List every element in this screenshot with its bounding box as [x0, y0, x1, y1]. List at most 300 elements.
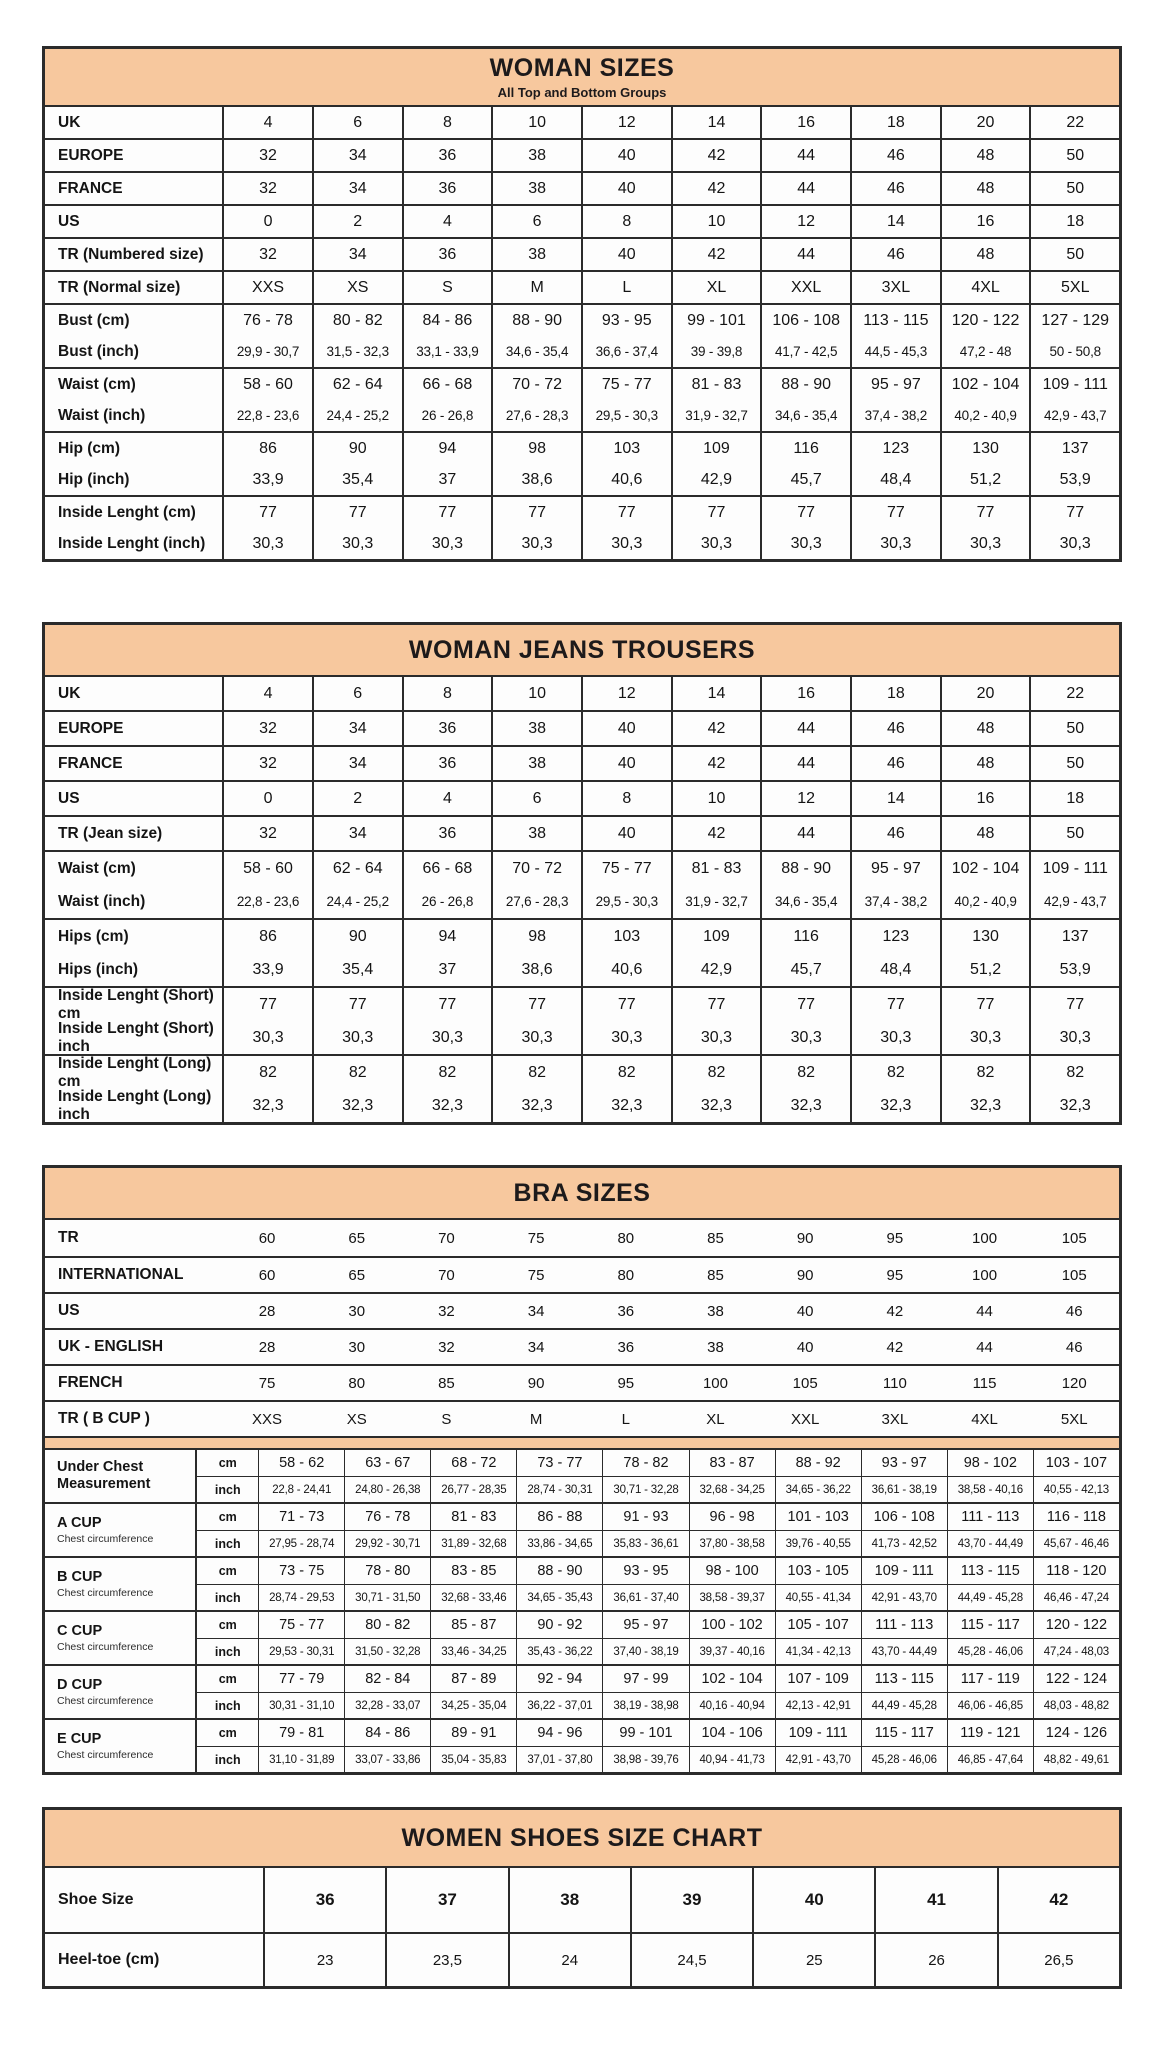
size-cell: 88 - 90: [516, 1558, 602, 1584]
row-label: INTERNATIONAL: [58, 1266, 184, 1283]
size-cell: 77: [491, 988, 581, 1021]
unit-label: cm: [195, 1612, 258, 1638]
size-cell: 4: [402, 782, 492, 815]
size-cell: 110: [882, 1374, 907, 1392]
size-cell: 25: [752, 1934, 874, 1986]
size-cell: 28: [258, 1302, 276, 1320]
size-cell: 33,07 - 33,86: [344, 1747, 430, 1772]
size-cell: 30,3: [581, 1021, 671, 1054]
size-cell: 18: [1029, 206, 1119, 237]
table-row: [45, 988, 1119, 1021]
size-cell: 33,9: [222, 464, 312, 495]
size-cell: 92 - 94: [516, 1666, 602, 1692]
cup-label-title: E CUP: [57, 1731, 102, 1748]
size-cell: 10: [491, 677, 581, 710]
size-cell: 31,89 - 32,68: [430, 1531, 516, 1556]
size-cell: 105: [1061, 1229, 1087, 1247]
size-cell: 30,3: [850, 1021, 940, 1054]
size-cell: 102 - 104: [940, 369, 1030, 400]
size-cell: 6: [491, 206, 581, 237]
size-cell: 30,71 - 31,50: [344, 1585, 430, 1610]
table-subtitle: All Top and Bottom Groups: [497, 85, 667, 100]
size-cell: 36: [617, 1302, 635, 1320]
size-cell: 113 - 115: [861, 1666, 947, 1692]
table-row: [45, 433, 1119, 464]
size-cell: 32,3: [760, 1089, 850, 1122]
size-cell: 66 - 68: [402, 369, 492, 400]
size-cell: 28: [258, 1338, 276, 1356]
size-cell: 83 - 85: [430, 1558, 516, 1584]
size-cell: 50: [1029, 817, 1119, 850]
size-cell: 45,28 - 46,06: [947, 1639, 1033, 1664]
size-cell: 34,6 - 35,4: [760, 400, 850, 431]
size-cell: 32: [222, 140, 312, 171]
size-cell: 47,24 - 48,03: [1033, 1639, 1119, 1664]
size-cell: 6: [312, 677, 402, 710]
size-cell: 4: [222, 107, 312, 138]
size-cell: 46,46 - 47,24: [1033, 1585, 1119, 1610]
row-group: [45, 745, 1119, 780]
cup-rows: [195, 1720, 1119, 1772]
size-cell: 10: [671, 206, 761, 237]
size-cell: 77: [671, 497, 761, 528]
size-cell: L: [621, 1410, 630, 1428]
size-cell: 45,7: [760, 464, 850, 495]
size-cell: 63 - 67: [344, 1450, 430, 1476]
cup-label: [45, 1450, 195, 1502]
size-cell: 34,65 - 35,43: [516, 1585, 602, 1610]
size-cell: 77: [760, 988, 850, 1021]
size-cell: 44: [760, 173, 850, 204]
size-cell: 102 - 104: [689, 1666, 775, 1692]
size-cell: 36: [402, 747, 492, 780]
size-cell: 78 - 80: [344, 1558, 430, 1584]
size-cell: 34: [527, 1338, 545, 1356]
size-cell: 38: [491, 140, 581, 171]
size-cell: 40,2 - 40,9: [940, 400, 1030, 431]
row-label: Bust (inch): [58, 342, 139, 360]
size-cell: 76 - 78: [222, 305, 312, 336]
table-row: [45, 1400, 1119, 1436]
size-cell: 30,31 - 31,10: [258, 1693, 344, 1718]
cup-label: [45, 1666, 195, 1718]
size-cell: 81 - 83: [671, 369, 761, 400]
size-cell: 77: [222, 988, 312, 1021]
size-cell: 111 - 113: [947, 1504, 1033, 1530]
size-cell: 73 - 77: [516, 1450, 602, 1476]
row-label: UK: [58, 684, 81, 702]
size-cell: 2: [312, 206, 402, 237]
size-cell: 29,5 - 30,3: [581, 885, 671, 918]
size-cell: 18: [850, 677, 940, 710]
table-row: [195, 1450, 1119, 1476]
size-cell: 82: [581, 1056, 671, 1089]
size-cell: 30,3: [491, 1021, 581, 1054]
size-cell: 82: [671, 1056, 761, 1089]
size-cell: 36: [617, 1338, 635, 1356]
size-cell: 32,3: [940, 1089, 1030, 1122]
size-cell: 23: [263, 1934, 385, 1986]
size-cell: 80: [617, 1229, 635, 1247]
size-cell: 36,22 - 37,01: [516, 1693, 602, 1718]
size-cell: 32,3: [312, 1089, 402, 1122]
size-cell: 36: [402, 239, 492, 270]
size-cell: 83 - 87: [689, 1450, 775, 1476]
table-row: [195, 1476, 1119, 1502]
size-cell: 99 - 101: [671, 305, 761, 336]
table-row: [45, 885, 1119, 918]
size-cell: 42,9 - 43,7: [1029, 400, 1119, 431]
size-cell: 95 - 97: [602, 1612, 688, 1638]
row-group: [45, 204, 1119, 237]
size-cell: 106 - 108: [861, 1504, 947, 1530]
size-cell: XS: [312, 272, 402, 303]
size-cell: 27,6 - 28,3: [491, 400, 581, 431]
size-cell: 97 - 99: [602, 1666, 688, 1692]
size-cell: 30,3: [1029, 1021, 1119, 1054]
cup-row-group: [45, 1556, 1119, 1610]
size-cell: 113 - 115: [850, 305, 940, 336]
size-cell: 38,58 - 40,16: [947, 1477, 1033, 1502]
size-cell: 30,3: [850, 528, 940, 559]
size-cell: 45,7: [760, 953, 850, 986]
size-cell: 37,40 - 38,19: [602, 1639, 688, 1664]
size-cell: 10: [671, 782, 761, 815]
table-header-band: [45, 625, 1119, 677]
size-cell: 30,3: [581, 528, 671, 559]
size-cell: 103: [581, 433, 671, 464]
size-cell: 38,19 - 38,98: [602, 1693, 688, 1718]
size-cell: 44,5 - 45,3: [850, 336, 940, 367]
size-cell: 77: [312, 497, 402, 528]
size-cell: 77: [402, 988, 492, 1021]
cup-label: [45, 1720, 195, 1772]
size-cell: 4: [402, 206, 492, 237]
row-group: [45, 138, 1119, 171]
table-row: [45, 369, 1119, 400]
size-cell: 30,3: [402, 1021, 492, 1054]
cup-row-group: [45, 1502, 1119, 1556]
size-cell: 28,74 - 30,31: [516, 1477, 602, 1502]
cup-label-subtitle: Chest circumference: [57, 1748, 154, 1761]
size-cell: 37,80 - 38,58: [689, 1531, 775, 1556]
unit-label: cm: [195, 1450, 258, 1476]
size-cell: 30,3: [402, 528, 492, 559]
size-cell: 31,5 - 32,3: [312, 336, 402, 367]
size-cell: 30,3: [312, 528, 402, 559]
table-row: [45, 1328, 1119, 1364]
cup-label-title: A CUP: [57, 1515, 102, 1532]
size-cell: 30,3: [671, 528, 761, 559]
size-cell: 46: [1065, 1302, 1083, 1320]
size-cell: 42,9: [671, 464, 761, 495]
size-cell: 40: [796, 1302, 814, 1320]
cup-label-title: Under Chest Measurement: [57, 1459, 151, 1492]
size-cell: 5XL: [1060, 1410, 1088, 1428]
size-cell: 103: [581, 920, 671, 953]
size-cell: 4XL: [971, 1410, 998, 1428]
size-cell: 32,3: [222, 1089, 312, 1122]
row-label: Inside Lenght (Long) inch: [58, 1087, 212, 1123]
table-body: [45, 1220, 1119, 1772]
row-label: Shoe Size: [58, 1891, 134, 1908]
size-cell: 32,3: [671, 1089, 761, 1122]
size-cell: 30,3: [491, 528, 581, 559]
size-cell: 82: [1029, 1056, 1119, 1089]
size-cell: 119 - 121: [947, 1720, 1033, 1746]
size-cell: 60: [258, 1266, 276, 1284]
size-cell: 44: [760, 712, 850, 745]
size-cell: 109 - 111: [1029, 852, 1119, 885]
size-cell: 12: [760, 206, 850, 237]
size-cell: 41,34 - 42,13: [775, 1639, 861, 1664]
size-cell: 12: [581, 107, 671, 138]
unit-label: cm: [195, 1666, 258, 1692]
size-cell: 37,4 - 38,2: [850, 400, 940, 431]
size-cell: 102 - 104: [940, 852, 1030, 885]
size-cell: 53,9: [1029, 953, 1119, 986]
table-row: [45, 1056, 1119, 1089]
size-cell: 111 - 113: [861, 1612, 947, 1638]
size-cell: 80 - 82: [312, 305, 402, 336]
size-cell: 26,5: [997, 1934, 1119, 1986]
size-cell: 77: [581, 988, 671, 1021]
size-cell: 40: [581, 747, 671, 780]
row-group: [45, 495, 1119, 559]
size-cell: 23,5: [385, 1934, 507, 1986]
size-cell: XXS: [252, 1410, 283, 1428]
size-cell: XL: [706, 1410, 725, 1428]
size-cell: 73 - 75: [258, 1558, 344, 1584]
row-group: [45, 918, 1119, 986]
size-cell: 26 - 26,8: [402, 885, 492, 918]
size-cell: 36,61 - 38,19: [861, 1477, 947, 1502]
unit-label: cm: [195, 1558, 258, 1584]
size-cell: 29,53 - 30,31: [258, 1639, 344, 1664]
size-cell: 6: [491, 782, 581, 815]
size-cell: 77: [402, 497, 492, 528]
size-cell: 60: [258, 1229, 276, 1247]
size-cell: 38,6: [491, 464, 581, 495]
size-cell: 76 - 78: [344, 1504, 430, 1530]
size-cell: 48,4: [850, 953, 940, 986]
size-cell: 116: [760, 920, 850, 953]
size-cell: 105: [1061, 1266, 1087, 1284]
size-cell: 36: [263, 1868, 385, 1932]
size-cell: 46,06 - 46,85: [947, 1693, 1033, 1718]
cup-rows: [195, 1450, 1119, 1502]
size-cell: 82: [940, 1056, 1030, 1089]
table-row: [195, 1558, 1119, 1584]
size-cell: 30,3: [940, 528, 1030, 559]
size-cell: 41,7 - 42,5: [760, 336, 850, 367]
size-cell: 120 - 122: [1033, 1612, 1119, 1638]
size-cell: 50: [1029, 140, 1119, 171]
size-cell: 58 - 60: [222, 369, 312, 400]
size-cell: 127 - 129: [1029, 305, 1119, 336]
size-cell: 42: [886, 1302, 904, 1320]
size-cell: 32,3: [402, 1089, 492, 1122]
size-cell: 80: [617, 1266, 635, 1284]
size-cell: 93 - 95: [581, 305, 671, 336]
size-cell: 35,4: [312, 464, 402, 495]
size-cell: 75: [527, 1266, 545, 1284]
size-cell: 37: [385, 1868, 507, 1932]
size-cell: 70 - 72: [491, 852, 581, 885]
size-cell: 16: [940, 782, 1030, 815]
size-cell: 70: [438, 1229, 455, 1247]
size-cell: 42: [671, 173, 761, 204]
size-cell: 48,4: [850, 464, 940, 495]
size-cell: 10: [491, 107, 581, 138]
size-cell: 86: [222, 433, 312, 464]
size-cell: 18: [1029, 782, 1119, 815]
size-cell: 46: [850, 747, 940, 780]
size-cell: 29,92 - 30,71: [344, 1531, 430, 1556]
size-cell: 79 - 81: [258, 1720, 344, 1746]
size-cell: XXS: [222, 272, 312, 303]
size-cell: 46: [850, 140, 940, 171]
cup-rows: [195, 1558, 1119, 1610]
size-cell: 34: [312, 173, 402, 204]
size-cell: 39: [630, 1868, 752, 1932]
size-cell: 2: [312, 782, 402, 815]
size-cell: 118 - 120: [1033, 1558, 1119, 1584]
size-cell: 42: [886, 1338, 904, 1356]
table-row: [45, 464, 1119, 495]
size-cell: 46,85 - 47,64: [947, 1747, 1033, 1772]
size-cell: 105 - 107: [775, 1612, 861, 1638]
size-cell: 120: [1061, 1374, 1087, 1392]
size-cell: 32: [222, 239, 312, 270]
row-group: [45, 270, 1119, 303]
size-cell: 35,04 - 35,83: [430, 1747, 516, 1772]
size-cell: 82 - 84: [344, 1666, 430, 1692]
row-label: TR (Numbered size): [58, 245, 204, 263]
size-cell: 16: [940, 206, 1030, 237]
unit-label: inch: [195, 1639, 258, 1664]
table-header-band: [45, 49, 1119, 107]
size-cell: 31,10 - 31,89: [258, 1747, 344, 1772]
size-cell: 36: [402, 712, 492, 745]
row-label: Inside Lenght (inch): [58, 534, 206, 552]
size-cell: 90: [312, 920, 402, 953]
cup-row-group: [45, 1718, 1119, 1772]
size-cell: 34: [312, 239, 402, 270]
size-cell: 0: [222, 782, 312, 815]
row-group: [45, 107, 1119, 138]
size-cell: 82: [312, 1056, 402, 1089]
size-cell: 77 - 79: [258, 1666, 344, 1692]
row-label: Waist (inch): [58, 406, 146, 424]
size-cell: 103 - 105: [775, 1558, 861, 1584]
size-cell: 24,80 - 26,38: [344, 1477, 430, 1502]
size-cell: 117 - 119: [947, 1666, 1033, 1692]
size-cell: 30,3: [222, 528, 312, 559]
size-cell: 94: [402, 920, 492, 953]
size-cell: 94: [402, 433, 492, 464]
table-row: [45, 782, 1119, 815]
size-cell: XL: [671, 272, 761, 303]
size-cell: 40: [581, 239, 671, 270]
size-cell: 14: [850, 206, 940, 237]
size-cell: 18: [850, 107, 940, 138]
size-cell: 75 - 77: [581, 852, 671, 885]
size-cell: 34,6 - 35,4: [760, 885, 850, 918]
size-cell: 109: [671, 433, 761, 464]
row-label: Inside Lenght (Short) inch: [58, 1019, 214, 1055]
size-cell: 32,68 - 34,25: [689, 1477, 775, 1502]
woman-sizes-table: [42, 46, 1122, 562]
size-cell: 98 - 102: [947, 1450, 1033, 1476]
size-cell: 40,55 - 41,34: [775, 1585, 861, 1610]
size-cell: 100: [972, 1229, 998, 1247]
size-cell: 26,77 - 28,35: [430, 1477, 516, 1502]
size-cell: 77: [671, 988, 761, 1021]
size-cell: 30,71 - 32,28: [602, 1477, 688, 1502]
row-label: US: [58, 789, 80, 807]
size-cell: 42,9: [671, 953, 761, 986]
size-cell: XS: [346, 1410, 367, 1428]
size-cell: 77: [581, 497, 671, 528]
cup-label-subtitle: Chest circumference: [57, 1640, 154, 1653]
cup-rows: [195, 1666, 1119, 1718]
row-label: FRENCH: [58, 1374, 123, 1391]
size-cell: 44: [976, 1338, 993, 1356]
size-cell: 32: [222, 173, 312, 204]
size-cell: 70: [438, 1266, 455, 1284]
size-cell: 90: [527, 1374, 545, 1392]
size-cell: 88 - 92: [775, 1450, 861, 1476]
table-row: [45, 497, 1119, 528]
row-label: Heel-toe (cm): [58, 1951, 160, 1968]
size-cell: 115 - 117: [947, 1612, 1033, 1638]
size-cell: 115: [972, 1374, 997, 1392]
size-cell: 45,67 - 46,46: [1033, 1531, 1119, 1556]
size-cell: 46: [850, 173, 940, 204]
table-row: [195, 1530, 1119, 1556]
table-row: [45, 1256, 1119, 1292]
size-cell: 35,4: [312, 953, 402, 986]
row-label: Inside Lenght (cm): [58, 503, 196, 521]
table-row: [45, 920, 1119, 953]
size-cell: 66 - 68: [402, 852, 492, 885]
size-cell: 42,91 - 43,70: [861, 1585, 947, 1610]
size-cell: 34,25 - 35,04: [430, 1693, 516, 1718]
cup-label-title: B CUP: [57, 1569, 103, 1586]
size-cell: 40: [796, 1338, 814, 1356]
size-cell: 116 - 118: [1033, 1504, 1119, 1530]
size-cell: 77: [940, 497, 1030, 528]
size-cell: 58 - 62: [258, 1450, 344, 1476]
cup-label-subtitle: Chest circumference: [57, 1586, 154, 1599]
table-row: [45, 1021, 1119, 1054]
size-cell: 44: [760, 817, 850, 850]
size-cell: 81 - 83: [671, 852, 761, 885]
size-cell: 51,2: [940, 953, 1030, 986]
size-cell: 32: [438, 1302, 455, 1320]
size-cell: 90 - 92: [516, 1612, 602, 1638]
size-cell: 103 - 107: [1033, 1450, 1119, 1476]
size-cell: 20: [940, 107, 1030, 138]
size-cell: 42,9 - 43,7: [1029, 885, 1119, 918]
size-cell: 65: [348, 1229, 366, 1247]
table-row: [195, 1612, 1119, 1638]
size-cell: 31,9 - 32,7: [671, 400, 761, 431]
table-row: [45, 747, 1119, 780]
size-cell: 34: [312, 747, 402, 780]
size-cell: 58 - 60: [222, 852, 312, 885]
